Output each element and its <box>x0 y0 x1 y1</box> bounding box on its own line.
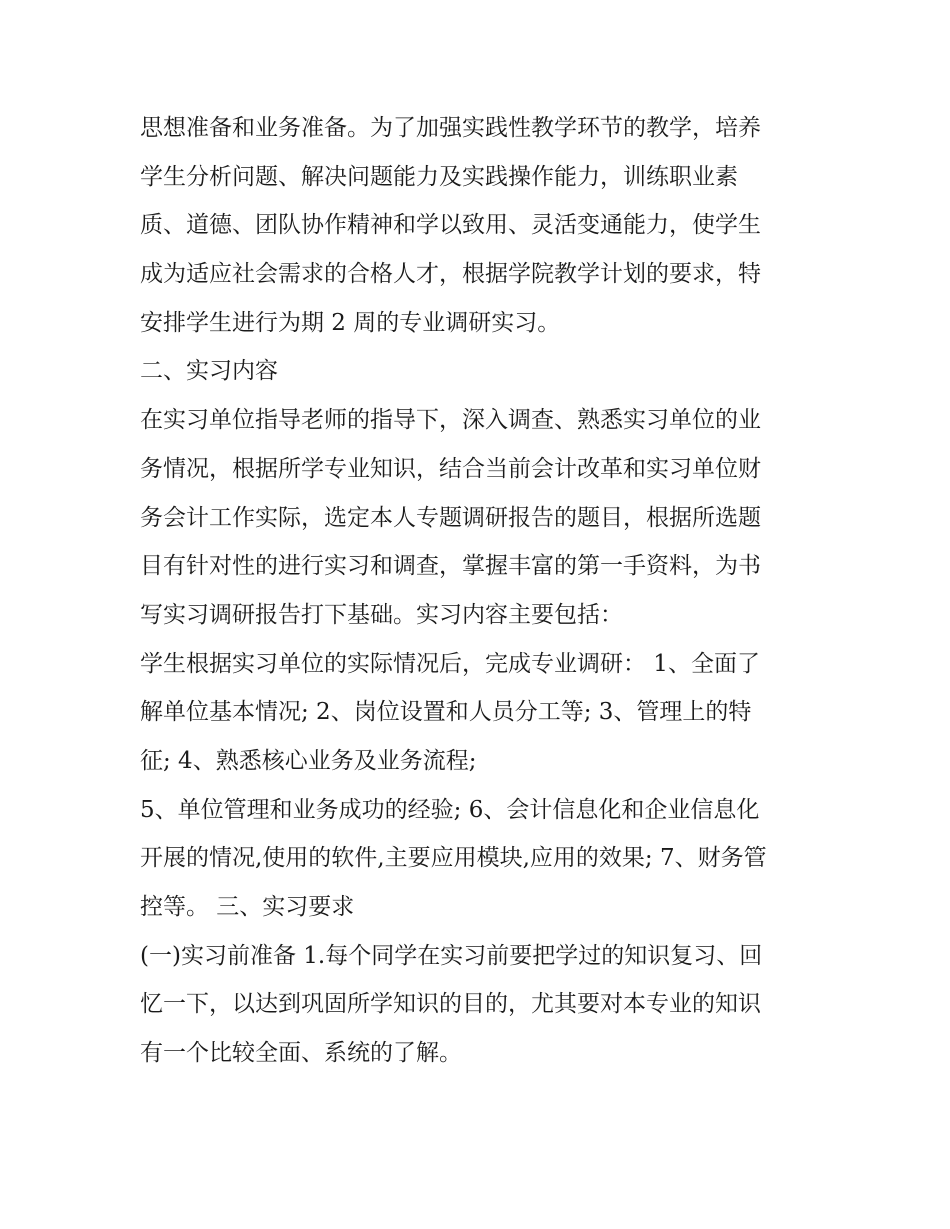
text-line: 开展的情况,使用的软件,主要应用模块,应用的效果; 7、财务管 <box>140 845 767 872</box>
text-line: 安排学生进行为期 2 周的专业调研实习。 <box>140 309 561 336</box>
text-line: 务情况，根据所学专业知识，结合当前会计改革和实习单位财 <box>140 455 761 482</box>
text-line: 在实习单位指导老师的指导下，深入调查、熟悉实习单位的业 <box>140 407 761 434</box>
text-line: 目有针对性的进行实习和调查，掌握丰富的第一手资料，为书 <box>140 553 761 580</box>
text-line: 思想准备和业务准备。为了加强实践性教学环节的教学，培养 <box>140 115 761 141</box>
text-line: 忆一下，以达到巩固所学知识的目的，尤其要对本专业的知识 <box>140 991 761 1018</box>
text-line: 5、单位管理和业务成功的经验; 6、会计信息化和企业信息化 <box>140 796 760 823</box>
text-line: 控等。 三、实习要求 <box>140 894 355 920</box>
text-line: 学生根据实习单位的实际情况后，完成专业调研： 1、全面了 <box>140 650 760 677</box>
text-line: 成为适应社会需求的合格人才，根据学院教学计划的要求，特 <box>140 261 761 288</box>
text-line: 质、道德、团队协作精神和学以致用、灵活变通能力，使学生 <box>140 212 761 239</box>
document-body <box>140 104 815 1078</box>
text-line: 务会计工作实际，选定本人专题调研报告的题目，根据所选题 <box>140 504 761 531</box>
text-line: 有一个比较全面、系统的了解。 <box>140 1040 462 1067</box>
text-line: 征; 4、熟悉核心业务及业务流程; <box>140 747 477 774</box>
text-line: 写实习调研报告打下基础。实习内容主要包括： <box>140 601 623 628</box>
text-line: 解单位基本情况; 2、岗位设置和人员分工等; 3、管理上的特 <box>140 699 752 726</box>
section-heading: 二、实习内容 <box>140 358 278 385</box>
text-line: 学生分析问题、解决问题能力及实践操作能力，训练职业素 <box>140 163 738 190</box>
text-line: (一)实习前准备 1.每个同学在实习前要把学过的知识复习、回 <box>140 942 763 969</box>
